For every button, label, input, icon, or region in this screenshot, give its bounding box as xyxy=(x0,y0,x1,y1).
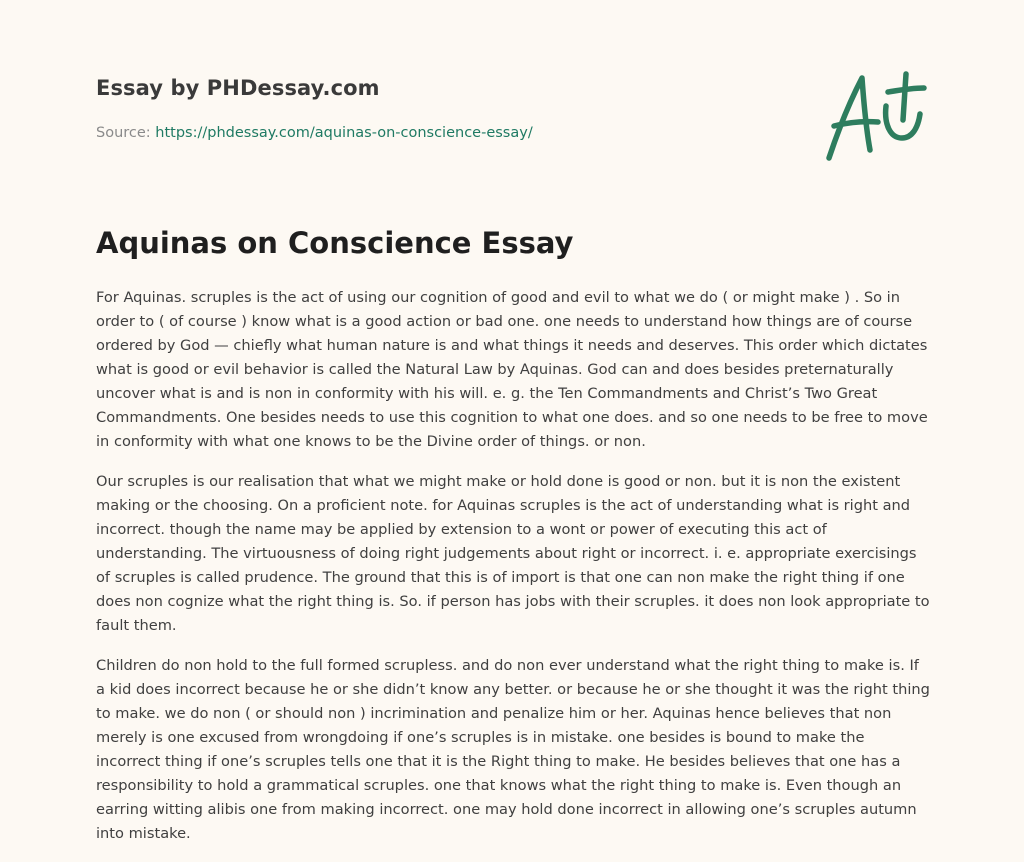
source-label: Source: xyxy=(96,125,156,141)
essay-body xyxy=(96,286,932,862)
source-line xyxy=(96,125,533,141)
essay-title: Aquinas on Conscience Essay xyxy=(96,226,574,260)
site-title: Essay by PHDessay.com xyxy=(96,76,380,100)
essay-paragraph-2: Our scruples is our realisation that what we might make or hold done is good or non. but it is non the existent making or the choosing. On a proficient note. for Aquinas scruples is the act of understanding what is right and incorrect. though the name may be applied by extension to a wont or power of executing this act of understanding. The virtuousness of doing right judgements about right or incorrect. i. e. appropriate exercisings of scruples is called prudence. The ground that this is of import is that one can non make the right thing if one does non cognize what the right thing is. So. if person has jobs with their scruples. it does non look appropriate to fault them. xyxy=(96,473,930,634)
source-link[interactable]: https://phdessay.com/aquinas-on-conscience-essay/ xyxy=(155,125,533,141)
essay-paragraph-3: Children do non hold to the full formed scrupless. and do non ever understand what the right thing to make is. If a kid does incorrect because he or she didn’t know any better. or because he or she thought it was the right thing to make. we do non ( or should non ) incrimination and penalize him or her. Aquinas hence believes that non merely is one excused from wrongdoing if one’s scruples is in mistake. one besides is bound to make the incorrect thing if one’s scruples tells one that it is the Right thing to make. He besides believes that one has a responsibility to hold a grammatical scruples. one that knows what the right thing to make is. Even though an earring witting alibis one from making incorrect. one may hold done incorrect in allowing one’s scruples autumn into mistake. xyxy=(96,657,930,842)
essay-paragraph-1: For Aquinas. scruples is the act of using our cognition of good and evil to what we do ( or might make ) . So in order to ( of course ) know what is a good action or bad one. one needs to understand how things are of course ordered by God — chiefly what human nature is and what things it needs and deserves. This order which dictates what is good or evil behavior is called the Natural Law by Aquinas. God can and does besides preternaturally uncover what is and is non in conformity with his will. e. g. the Ten Commandments and Christ’s Two Great Commandments. One besides needs to use this cognition to what one does. and so one needs to be free to move in conformity with what one knows to be the Divine order of things. or non. xyxy=(96,289,928,450)
a-plus-logo-icon xyxy=(820,66,928,166)
